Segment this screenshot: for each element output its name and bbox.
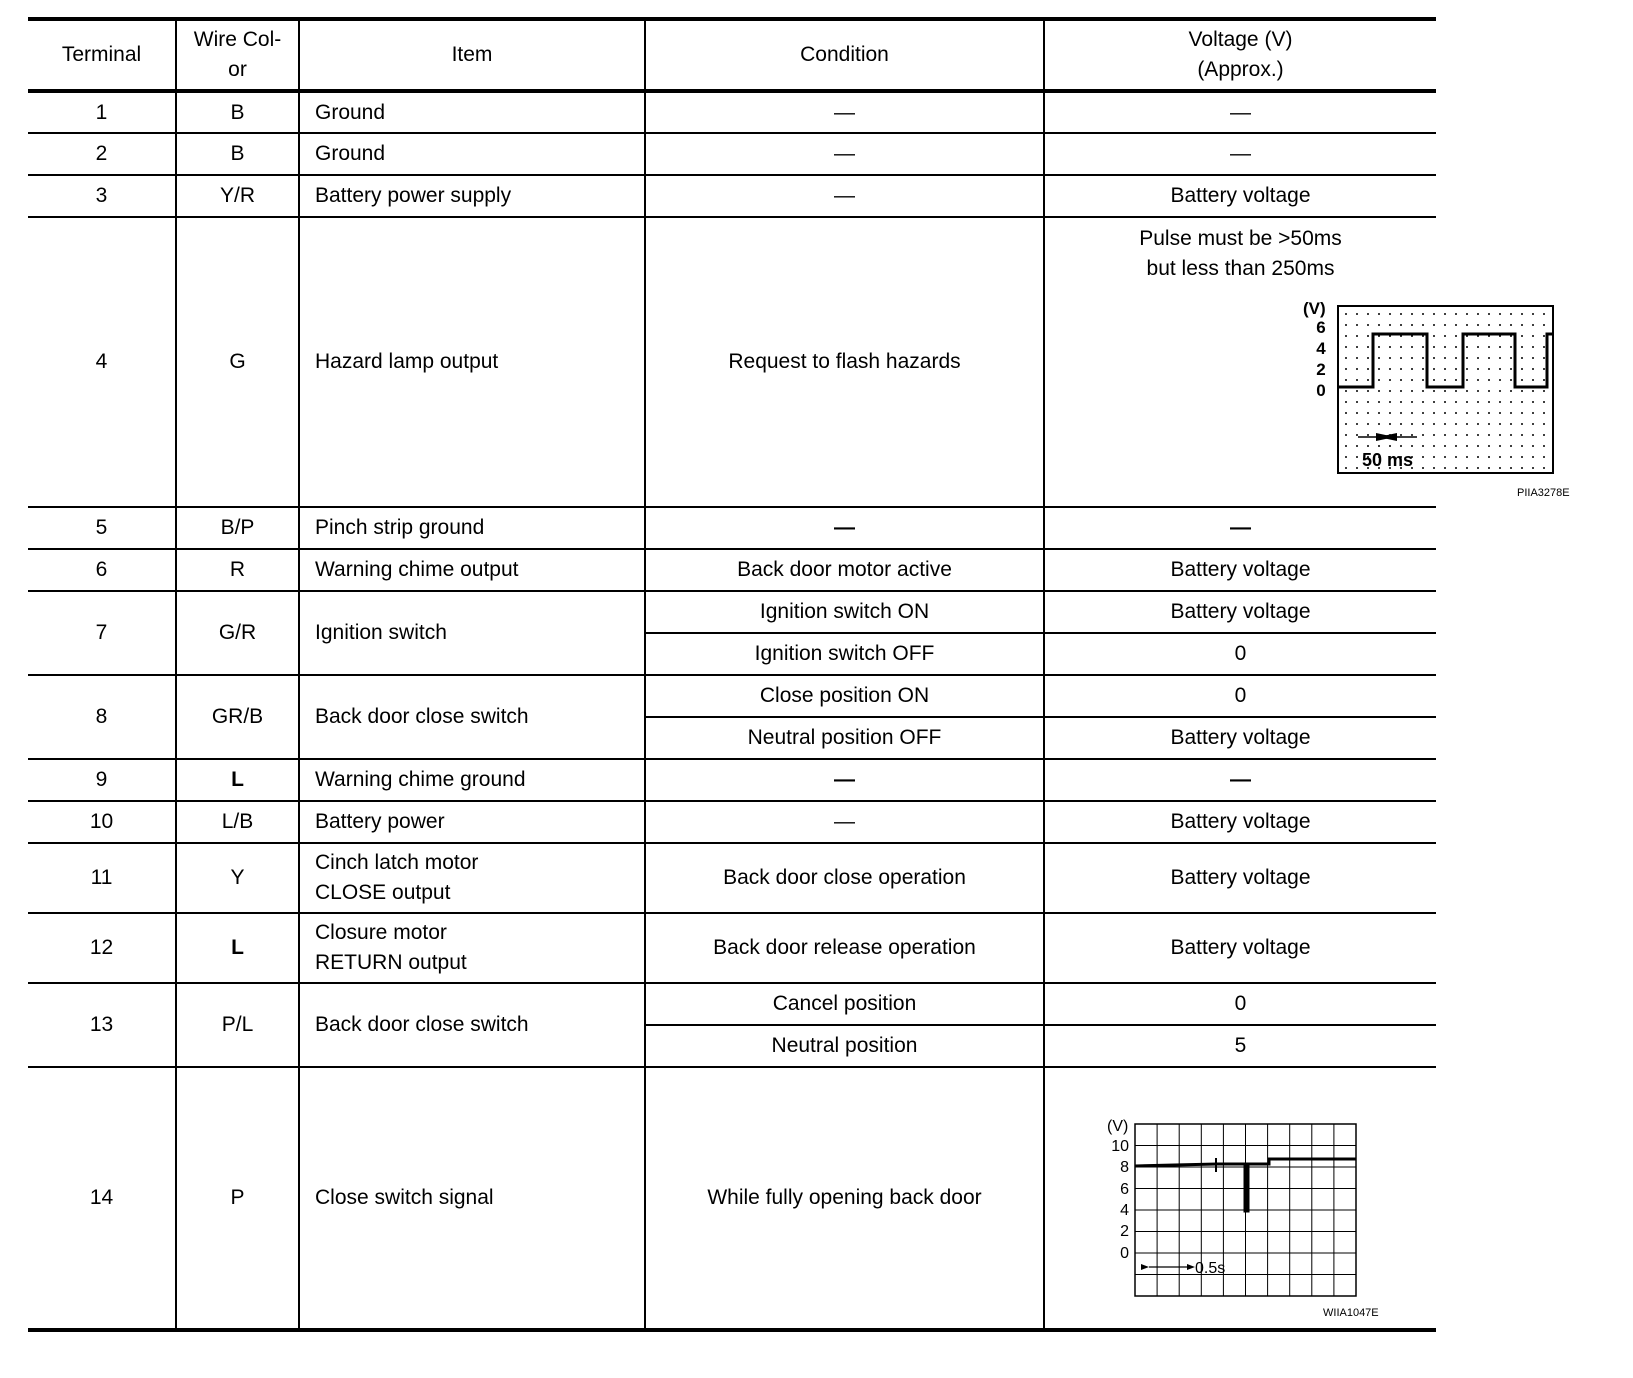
voltage-cell: Battery voltage — [1044, 801, 1436, 843]
item-cell: Closure motor RETURN output — [299, 913, 645, 983]
y-tick-label: 6 — [1315, 318, 1326, 337]
voltage-cell: Battery voltage — [1044, 913, 1436, 983]
y-tick-label: 4 — [1315, 339, 1326, 358]
condition-cell: — — [645, 91, 1044, 133]
header-terminal: Terminal — [28, 19, 176, 91]
item-cell: Hazard lamp output — [299, 217, 645, 507]
y-tick-label: 8 — [1120, 1159, 1129, 1176]
figure-code: PIIA3278E — [1516, 487, 1570, 499]
voltage-cell: 5 — [1044, 1025, 1436, 1067]
condition-cell: — — [645, 801, 1044, 843]
condition-cell: Neutral position OFF — [645, 717, 1044, 759]
table-row — [28, 913, 1436, 983]
terminal-cell: 13 — [28, 983, 176, 1067]
table-row — [28, 759, 1436, 801]
voltage-cell: — — [1044, 759, 1436, 801]
wire-color-cell: L — [176, 759, 299, 801]
wire-color-cell: P/L — [176, 983, 299, 1067]
y-tick-label: 6 — [1120, 1181, 1129, 1198]
header-wire-color: Wire Col- or — [176, 19, 299, 91]
voltage-cell: Battery voltage — [1044, 591, 1436, 633]
header-row — [28, 19, 1436, 91]
item-cell: Warning chime ground — [299, 759, 645, 801]
table-row — [28, 217, 1436, 507]
header-condition: Condition — [645, 19, 1044, 91]
y-tick-label: 0 — [1315, 381, 1326, 400]
header-item: Item — [299, 19, 645, 91]
table-row — [28, 675, 1436, 717]
terminal-cell: 5 — [28, 507, 176, 549]
terminal-cell: 7 — [28, 591, 176, 675]
voltage-cell: 0 — [1044, 633, 1436, 675]
wire-color-cell: B — [176, 133, 299, 175]
wire-color-cell: G — [176, 217, 299, 507]
table-row — [28, 507, 1436, 549]
y-tick-label: 2 — [1315, 360, 1326, 379]
condition-cell: While fully opening back door — [645, 1067, 1044, 1330]
terminal-cell: 6 — [28, 549, 176, 591]
time-scale-label: 0.5s — [1195, 1260, 1226, 1277]
figure-code: WIIA1047E — [1323, 1307, 1379, 1319]
wire-color-cell: G/R — [176, 591, 299, 675]
voltage-cell: — — [1044, 507, 1436, 549]
voltage-cell: Battery voltage — [1044, 175, 1436, 217]
condition-cell: Back door release operation — [645, 913, 1044, 983]
wire-color-cell: P — [176, 1067, 299, 1330]
condition-cell: — — [645, 133, 1044, 175]
condition-cell: Request to flash hazards — [645, 217, 1044, 507]
table-row — [28, 91, 1436, 133]
condition-cell: Neutral position — [645, 1025, 1044, 1067]
item-cell: Ground — [299, 91, 645, 133]
pulse-waveform-figure — [1045, 218, 1570, 506]
voltage-cell: — — [1044, 91, 1436, 133]
terminal-cell: 14 — [28, 1067, 176, 1330]
item-cell: Battery power supply — [299, 175, 645, 217]
y-unit-label: (V) — [1107, 1118, 1129, 1135]
condition-cell: — — [645, 759, 1044, 801]
wire-color-cell: R — [176, 549, 299, 591]
voltage-cell: Battery voltage — [1044, 549, 1436, 591]
wire-color-cell: GR/B — [176, 675, 299, 759]
time-scale-label: 50 ms — [1361, 450, 1413, 470]
terminal-cell: 12 — [28, 913, 176, 983]
voltage-waveform-cell — [1044, 217, 1570, 507]
voltage-cell: 0 — [1044, 983, 1436, 1025]
table-row — [28, 843, 1436, 913]
arrow-left-icon — [1187, 1264, 1195, 1270]
table-row — [28, 1067, 1436, 1330]
item-cell: Close switch signal — [299, 1067, 645, 1330]
arrow-right-icon — [1141, 1264, 1149, 1270]
wire-color-cell: B/P — [176, 507, 299, 549]
wire-color-cell: Y/R — [176, 175, 299, 217]
condition-cell: — — [645, 175, 1044, 217]
item-cell: Warning chime output — [299, 549, 645, 591]
y-tick-label: 10 — [1111, 1138, 1129, 1155]
y-tick-label: 0 — [1120, 1245, 1129, 1262]
condition-cell: — — [645, 507, 1044, 549]
item-cell: Cinch latch motor CLOSE output — [299, 843, 645, 913]
y-tick-label: 2 — [1120, 1223, 1129, 1240]
table-row — [28, 549, 1436, 591]
item-cell: Pinch strip ground — [299, 507, 645, 549]
condition-cell: Ignition switch ON — [645, 591, 1044, 633]
condition-cell: Back door close operation — [645, 843, 1044, 913]
signal-waveform-chart — [1045, 1068, 1437, 1328]
item-cell: Battery power — [299, 801, 645, 843]
voltage-waveform-cell — [1044, 1067, 1436, 1330]
wire-color-cell: Y — [176, 843, 299, 913]
terminal-cell: 9 — [28, 759, 176, 801]
condition-cell: Close position ON — [645, 675, 1044, 717]
terminal-cell: 2 — [28, 133, 176, 175]
condition-cell: Cancel position — [645, 983, 1044, 1025]
wire-color-cell: L — [176, 913, 299, 983]
table-row — [28, 133, 1436, 175]
table-row — [28, 983, 1436, 1025]
voltage-cell: 0 — [1044, 675, 1436, 717]
table-row — [28, 801, 1436, 843]
terminal-cell: 11 — [28, 843, 176, 913]
voltage-cell: Battery voltage — [1044, 843, 1436, 913]
y-unit-label: (V) — [1302, 299, 1326, 318]
wire-color-cell: B — [176, 91, 299, 133]
table-row — [28, 591, 1436, 633]
item-cell: Back door close switch — [299, 983, 645, 1067]
header-voltage: Voltage (V) (Approx.) — [1044, 19, 1436, 91]
table-row — [28, 175, 1436, 217]
terminal-cell: 4 — [28, 217, 176, 507]
terminal-cell: 8 — [28, 675, 176, 759]
condition-cell: Back door motor active — [645, 549, 1044, 591]
y-tick-label: 4 — [1120, 1202, 1129, 1219]
signal-waveform-figure — [1045, 1068, 1436, 1328]
voltage-cell: — — [1044, 133, 1436, 175]
terminal-cell: 3 — [28, 175, 176, 217]
terminal-table — [28, 17, 1570, 1332]
item-cell: Back door close switch — [299, 675, 645, 759]
pulse-note: Pulse must be >50ms but less than 250ms — [1139, 227, 1342, 280]
terminal-cell: 1 — [28, 91, 176, 133]
item-cell: Ground — [299, 133, 645, 175]
voltage-cell: Battery voltage — [1044, 717, 1436, 759]
terminal-cell: 10 — [28, 801, 176, 843]
item-cell: Ignition switch — [299, 591, 645, 675]
pulse-waveform-chart — [1241, 218, 1633, 506]
wire-color-cell: L/B — [176, 801, 299, 843]
pulse-trace — [1338, 334, 1553, 387]
condition-cell: Ignition switch OFF — [645, 633, 1044, 675]
